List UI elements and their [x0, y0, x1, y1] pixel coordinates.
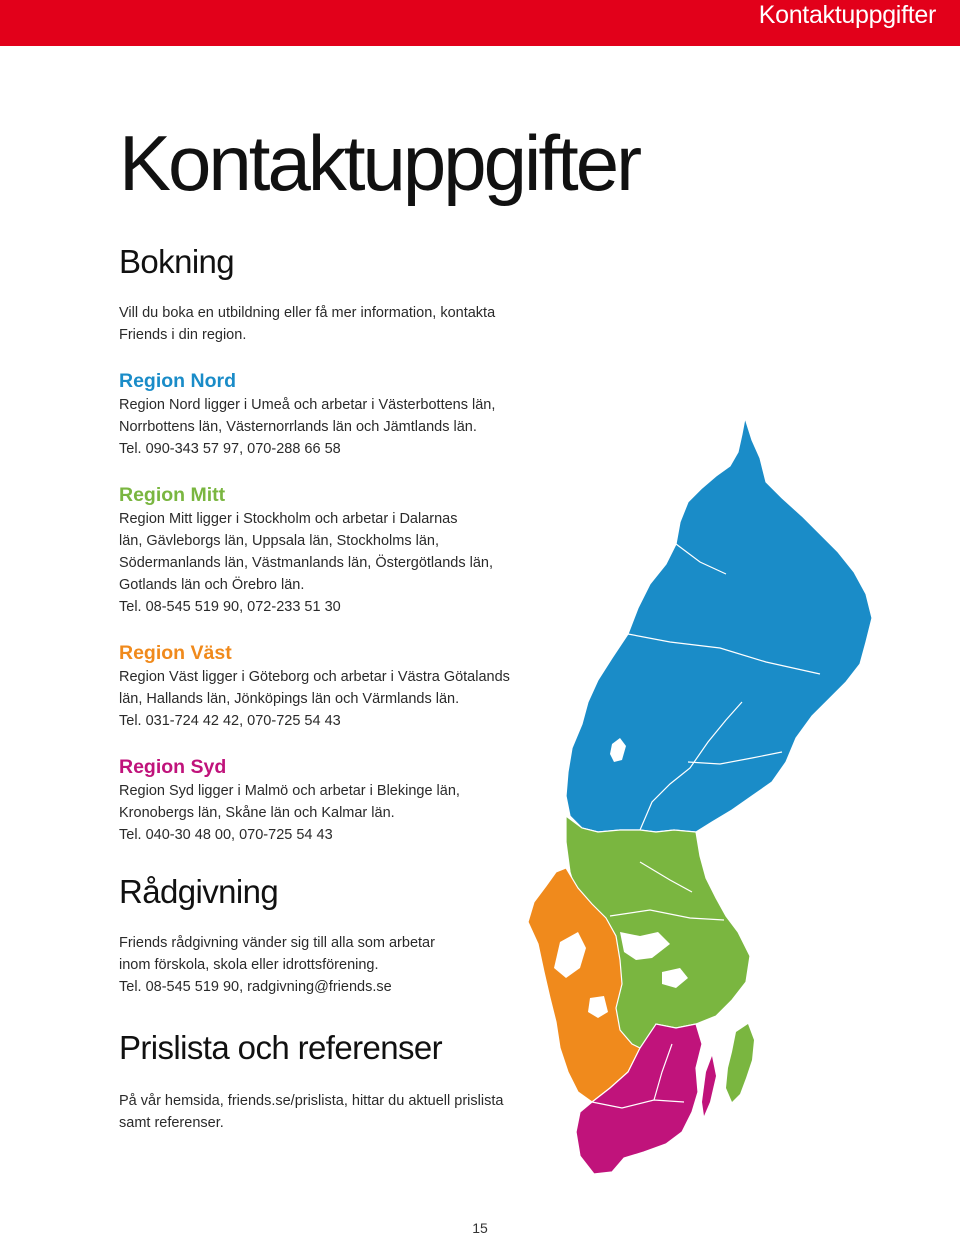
region-line: Region Mitt ligger i Stockholm och arbetar i Dalarnas: [119, 511, 458, 527]
bokning-intro: [119, 302, 539, 346]
region-mitt-heading: Region Mitt: [119, 484, 226, 506]
bokning-heading: Bokning: [119, 243, 235, 280]
region-phone: Tel. 040-30 48 00, 070-725 54 43: [119, 827, 333, 843]
radgivning-text: [119, 932, 539, 998]
region-syd-text: [119, 780, 539, 846]
page-number: 15: [472, 1220, 488, 1236]
radgivning-heading: Rådgivning: [119, 873, 279, 910]
region-line: Region Väst ligger i Göteborg och arbetar i Västra Götalands: [119, 669, 510, 685]
region-line: Södermanlands län, Västmanlands län, Östergötlands län,: [119, 555, 493, 571]
region-syd: [119, 754, 539, 846]
region-mitt: [119, 482, 539, 618]
radgivning-line: Friends rådgivning vänder sig till alla som arbetar: [119, 935, 435, 951]
region-line: Region Syd ligger i Malmö och arbetar i Blekinge län,: [119, 783, 460, 799]
region-vast-text: [119, 666, 539, 732]
region-vast-heading: Region Väst: [119, 642, 232, 664]
header-title: Kontaktuppgifter: [758, 1, 936, 29]
prislista-heading: Prislista och referenser: [119, 1029, 443, 1066]
region-line: Norrbottens län, Västernorrlands län och Jämtlands län.: [119, 419, 477, 435]
region-nord-text: [119, 394, 539, 460]
region-vast: [119, 640, 539, 732]
region-phone: Tel. 031-724 42 42, 070-725 54 43: [119, 713, 341, 729]
radgivning-contact: Tel. 08-545 519 90, radgivning@friends.se: [119, 979, 392, 995]
region-syd-heading: Region Syd: [119, 756, 227, 778]
region-mitt-text: [119, 508, 539, 618]
region-nord: [119, 368, 539, 460]
sweden-region-map: [520, 412, 960, 1182]
prislista-line: På vår hemsida, friends.se/prislista, hittar du aktuell prislista: [119, 1093, 504, 1109]
region-line: län, Hallands län, Jönköpings län och Värmlands län.: [119, 691, 460, 707]
region-phone: Tel. 090-343 57 97, 070-288 66 58: [119, 441, 341, 457]
region-nord-heading: Region Nord: [119, 370, 236, 392]
region-line: län, Gävleborgs län, Uppsala län, Stockholms län,: [119, 533, 439, 549]
bokning-intro-line: Vill du boka en utbildning eller få mer information, kontakta: [119, 305, 496, 321]
prislista-line: samt referenser.: [119, 1115, 224, 1131]
prislista-text: [119, 1090, 539, 1134]
page-title: Kontaktuppgifter: [119, 119, 640, 207]
header-bar: [0, 0, 960, 46]
region-line: Gotlands län och Örebro län.: [119, 577, 305, 593]
map-region-nord: [566, 418, 872, 832]
main-content: [119, 118, 640, 1134]
map-gotland: [726, 1024, 754, 1102]
region-phone: Tel. 08-545 519 90, 072-233 51 30: [119, 599, 341, 615]
radgivning-line: inom förskola, skola eller idrottsförening.: [119, 957, 379, 973]
region-line: Region Nord ligger i Umeå och arbetar i Västerbottens län,: [119, 397, 496, 413]
region-line: Kronobergs län, Skåne län och Kalmar län.: [119, 805, 395, 821]
map-oland: [702, 1056, 716, 1116]
bokning-intro-line: Friends i din region.: [119, 327, 247, 343]
